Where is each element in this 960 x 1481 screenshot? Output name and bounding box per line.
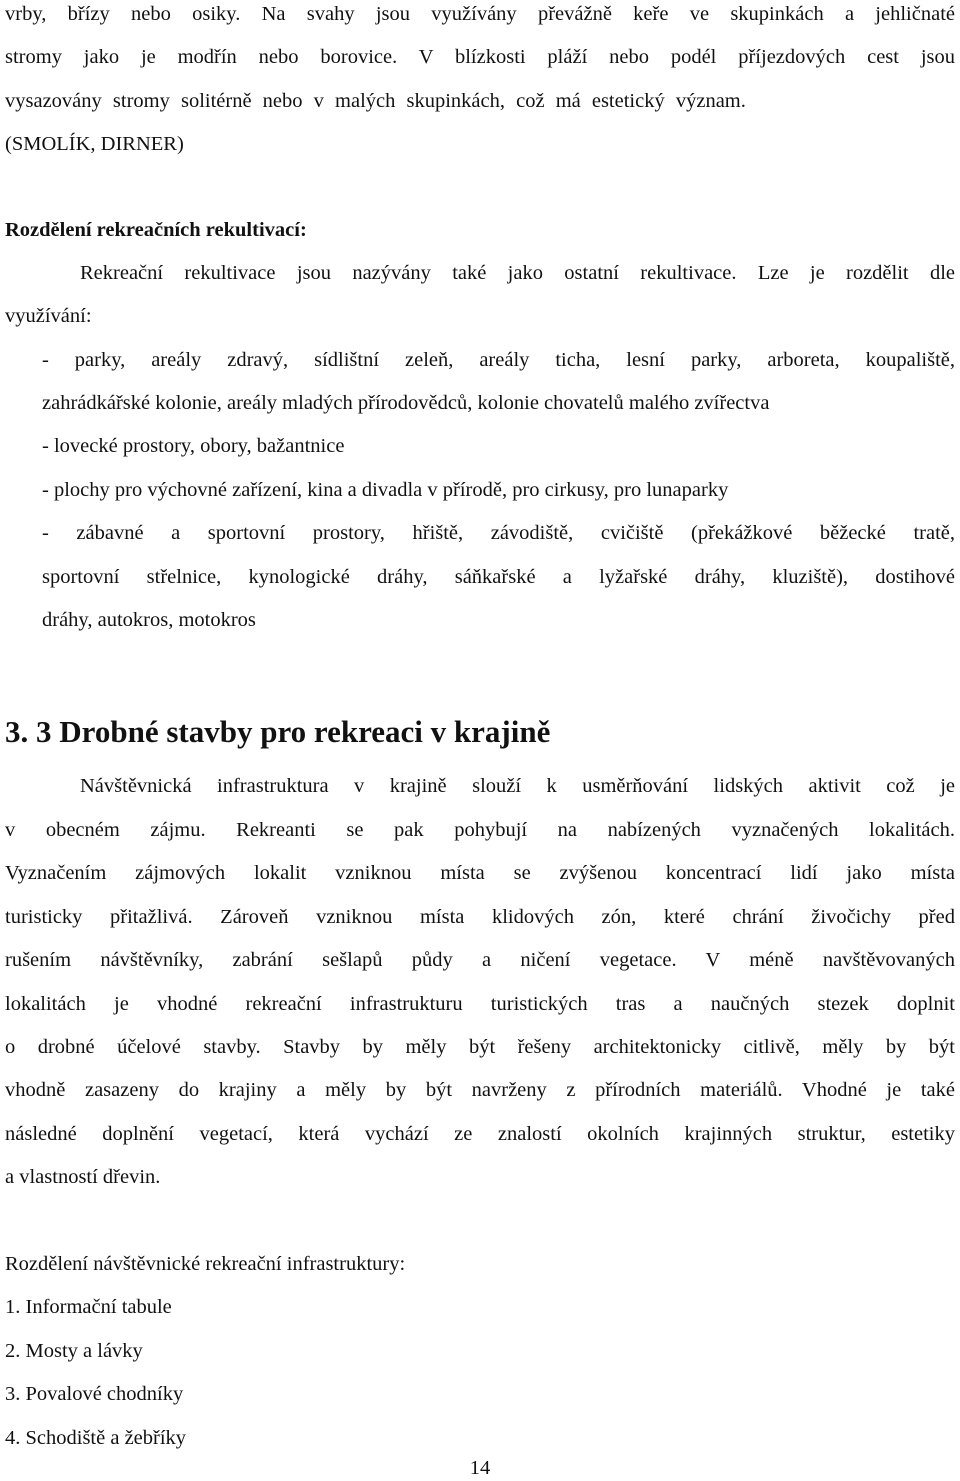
section-paragraph-line-1: Návštěvnická infrastruktura v krajině slouží k usměrňování lidských aktivit což je [80, 775, 955, 797]
recreation-list-line-1: - parky, areály zdravý, sídlištní zeleň, areály ticha, lesní parky, arboreta, koupaliště, [42, 349, 955, 371]
section-paragraph-line-9: následné doplnění vegetací, která vychází ze znalostí okolních krajinných struktur, estetiky [5, 1123, 955, 1145]
infrastructure-item-2: 2. Mosty a lávky [5, 1340, 143, 1362]
section-paragraph-line-6: lokalitách je vhodné rekreační infrastrukturu turistických tras a naučných stezek doplnit [5, 993, 955, 1015]
section-paragraph-line-8: vhodně zasazeny do krajiny a měly by být navrženy z přírodních materiálů. Vhodné je také [5, 1079, 955, 1101]
infrastructure-item-4: 4. Schodiště a žebříky [5, 1427, 187, 1449]
infrastructure-list-title: Rozdělení návštěvnické rekreační infrastruktury: [5, 1253, 406, 1275]
intro-line-4: (SMOLÍK, DIRNER) [5, 133, 184, 155]
recreation-intro-line-2: využívání: [5, 305, 92, 327]
page-number: 14 [469, 1457, 491, 1479]
intro-line-3: vysazovány stromy solitérně nebo v malých skupinkách, což má estetický význam. [5, 90, 746, 112]
recreation-list-line-4: - plochy pro výchovné zařízení, kina a divadla v přírodě, pro cirkusy, pro lunaparky [42, 479, 729, 501]
section-heading: 3. 3 Drobné stavby pro rekreaci v krajině [5, 714, 551, 749]
recreation-intro-line-1: Rekreační rekultivace jsou nazývány také jako ostatní rekultivace. Lze je rozdělit dle [80, 262, 955, 284]
section-paragraph-line-4: turisticky přitažlivá. Zároveň vzniknou místa klidových zón, které chrání živočichy před [5, 906, 955, 928]
recreation-heading: Rozdělení rekreačních rekultivací: [5, 219, 307, 241]
infrastructure-item-1: 1. Informační tabule [5, 1296, 172, 1318]
section-paragraph-line-2: v obecném zájmu. Rekreanti se pak pohybují na nabízených vyznačených lokalitách. [5, 819, 955, 841]
recreation-list-line-6: sportovní střelnice, kynologické dráhy, sáňkařské a lyžařské dráhy, kluziště), dostihové [42, 566, 955, 588]
section-paragraph-line-3: Vyznačením zájmových lokalit vzniknou místa se zvýšenou koncentrací lidí jako místa [5, 862, 955, 884]
infrastructure-item-3: 3. Povalové chodníky [5, 1383, 184, 1405]
section-paragraph-line-5: rušením návštěvníky, zabrání sešlapů půdy a ničení vegetace. V méně navštěvovaných [5, 949, 955, 971]
recreation-list-line-7: dráhy, autokros, motokros [42, 609, 256, 631]
recreation-list-line-5: - zábavné a sportovní prostory, hřiště, závodiště, cvičiště (překážkové běžecké tratě, [42, 522, 955, 544]
section-paragraph-line-7: o drobné účelové stavby. Stavby by měly být řešeny architektonicky citlivě, měly by být [5, 1036, 955, 1058]
recreation-list-line-3: - lovecké prostory, obory, bažantnice [42, 435, 345, 457]
section-paragraph-line-10: a vlastností dřevin. [5, 1166, 161, 1188]
intro-line-2: stromy jako je modřín nebo borovice. V blízkosti pláží nebo podél příjezdových cest jsou [5, 46, 955, 68]
intro-line-1: vrby, břízy nebo osiky. Na svahy jsou využívány převážně keře ve skupinkách a jehličnaté [5, 3, 955, 25]
recreation-list-line-2: zahrádkářské kolonie, areály mladých přírodovědců, kolonie chovatelů malého zvířectva [42, 392, 770, 414]
